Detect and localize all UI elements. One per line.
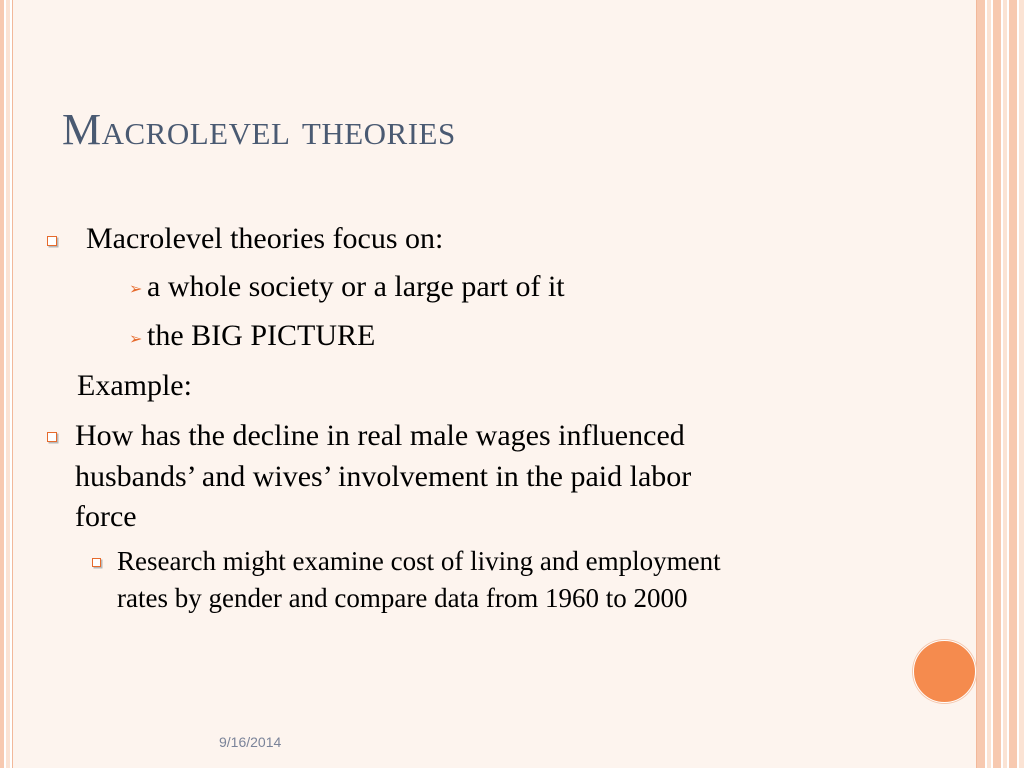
bullet-text-line: How has the decline in real male wages influenced <box>75 419 685 452</box>
decor-stripe <box>1009 0 1017 768</box>
decor-circle <box>913 640 976 703</box>
example-label: Example: <box>77 369 192 402</box>
bullet-text: Macrolevel theories focus on: <box>86 222 444 255</box>
decor-stripe <box>0 0 4 768</box>
square-bullet-icon <box>92 558 101 567</box>
sub-bullet-text-line: rates by gender and compare data from 1960 to 2000 <box>117 583 688 613</box>
sub-bullet-text: the BIG PICTURE <box>147 319 376 352</box>
sub-bullet-text: a whole society or a large part of it <box>147 270 565 303</box>
arrow-bullet-icon: ➢ <box>129 279 143 298</box>
bullet-text-line: husbands’ and wives’ involvement in the paid labor <box>75 460 692 493</box>
decor-stripe <box>993 0 1001 768</box>
bullet-text-line: force <box>75 500 137 533</box>
decor-stripe <box>6 0 10 768</box>
decor-stripe <box>1019 0 1024 768</box>
slide-title: Macrolevel theories <box>62 105 456 154</box>
decor-stripe <box>977 0 985 768</box>
square-bullet-icon <box>47 432 57 442</box>
decor-stripe <box>987 0 991 768</box>
arrow-bullet-icon: ➢ <box>129 329 143 348</box>
decor-stripe <box>1003 0 1007 768</box>
square-bullet-icon <box>47 236 57 246</box>
slide-date: 9/16/2014 <box>219 734 282 750</box>
sub-bullet-text-line: Research might examine cost of living and employment <box>117 546 721 576</box>
